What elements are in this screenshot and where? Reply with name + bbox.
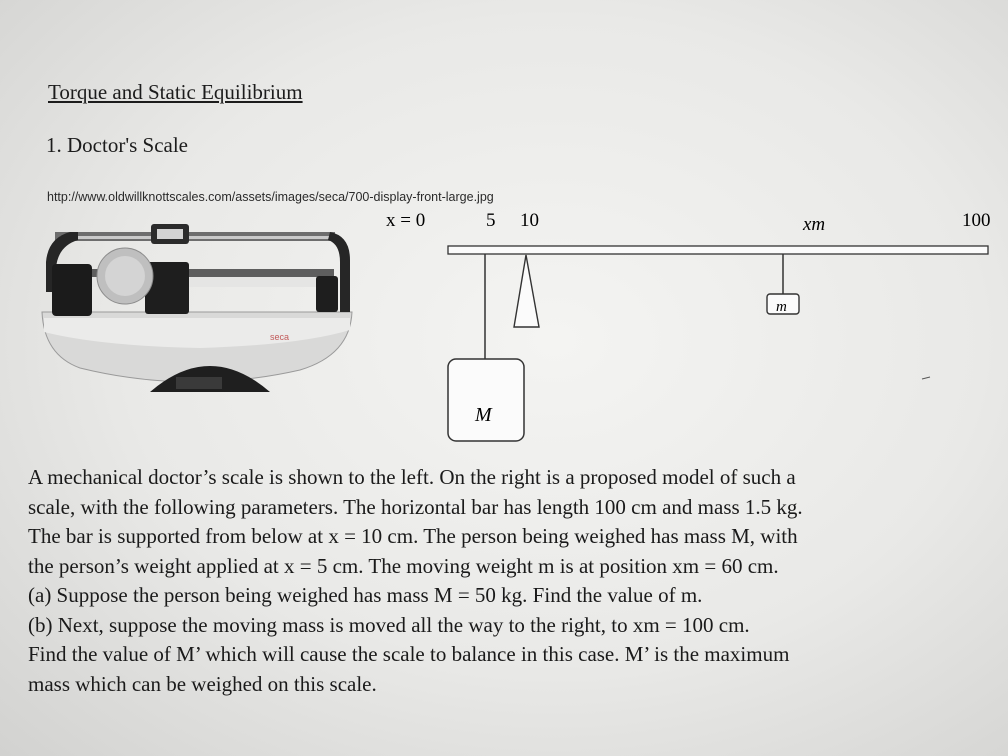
paragraph-line: A mechanical doctor’s scale is shown to the left. On the right is a proposed model of such a [28,465,796,489]
paragraph-line: the person’s weight applied at x = 5 cm. The moving weight m is at position xm = 60 cm. [28,553,779,578]
axis-label-x0: x = 0 [386,210,426,231]
model-diagram [448,246,988,441]
fulcrum-triangle [514,255,539,327]
axis-label-x5: 5 [486,210,496,231]
axis-label-x100: 100 [962,210,991,231]
paragraph-line: The bar is supported from below at x = 10 cm. The person being weighed has mass M, with [28,524,798,548]
photo-brand-text: seca [270,332,290,342]
paragraph-line: mass which can be weighed on this scale. [28,671,377,696]
source-url: http://www.oldwillknottscales.com/assets/images/seca/700-display-front-large.jpg [47,190,494,204]
paragraph-line: (b) Next, suppose the moving mass is moved all the way to the right, to xm = 100 cm. [28,612,750,637]
axis-label-xm: xm [803,214,826,235]
axis-label-x10: 10 [520,210,539,231]
horizontal-bar [448,246,988,254]
scale-photo [42,224,352,392]
paragraph-line: scale, with the following parameters. The horizontal bar has length 100 cm and mass 1.5 kg. [28,494,803,519]
person-mass-box [448,359,524,441]
paragraph-line: Find the value of M’ which will cause the scale to balance in this case. M’ is the maximum [28,642,790,666]
person-mass-label: M [475,404,492,426]
document-title: Torque and Static Equilibrium [48,80,303,104]
problem-paragraph [28,463,988,699]
paragraph-line: (a) Suppose the person being weighed has mass M = 50 kg. Find the value of m. [28,583,703,607]
problem-heading: 1. Doctor's Scale [46,133,188,157]
moving-mass-label: m [776,299,787,315]
